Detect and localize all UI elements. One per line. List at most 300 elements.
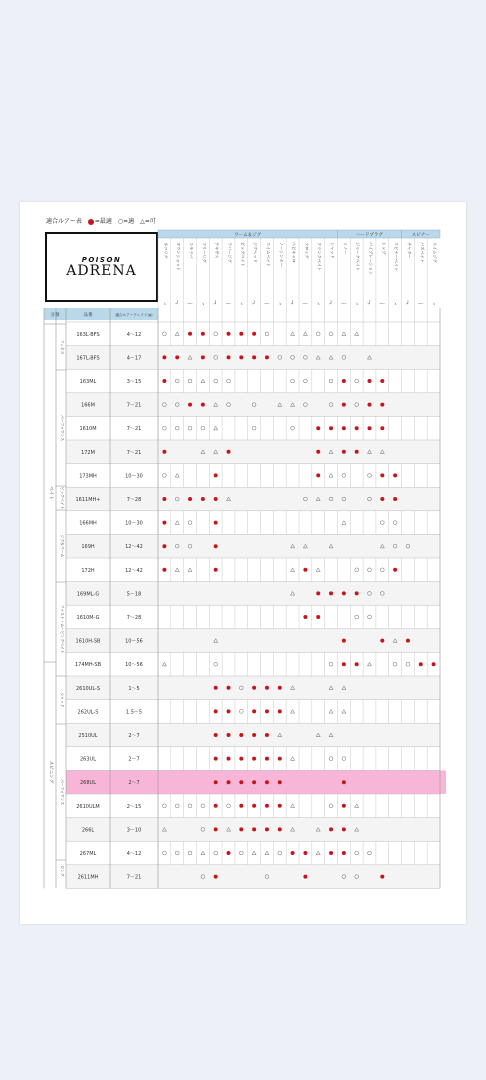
row-model: 172H — [81, 567, 95, 574]
lure-column-label: スモラバ — [189, 242, 195, 259]
optimal-mark — [380, 379, 384, 383]
row-weight: 1.5～5 — [125, 709, 143, 716]
subcategory-label: パーフォマンス — [60, 414, 65, 442]
good-mark — [163, 804, 167, 808]
subcategory-label: ビッグベイト — [60, 486, 65, 510]
good-mark — [355, 615, 359, 619]
category-label: ベイト — [48, 486, 53, 500]
optimal-mark — [252, 757, 256, 761]
optimal-mark — [214, 521, 218, 525]
optimal-mark — [342, 827, 346, 831]
ok-mark — [175, 474, 179, 478]
optimal-mark — [227, 686, 231, 690]
row-model: 174MH-SB — [74, 662, 102, 669]
optimal-mark — [214, 544, 218, 548]
optimal-mark — [265, 780, 269, 784]
row-model: 1611MH+ — [75, 497, 101, 503]
optimal-mark — [368, 379, 372, 383]
optimal-mark — [201, 497, 205, 501]
optimal-mark — [214, 709, 218, 713]
optimal-mark — [342, 403, 346, 407]
optimal-mark — [406, 639, 410, 643]
row-weight: 12～42 — [125, 544, 143, 551]
optimal-mark — [162, 544, 166, 548]
lure-column-label: ジャークベイト — [355, 242, 361, 272]
optimal-mark — [214, 827, 218, 831]
lure-column-label: スイムジグ — [432, 242, 438, 263]
optimal-mark — [265, 804, 269, 808]
optimal-mark — [265, 757, 269, 761]
optimal-mark — [162, 379, 166, 383]
lure-icon: ゝ — [276, 301, 283, 308]
lure-icon: ゝ — [315, 301, 322, 308]
lure-icon: ╯ — [290, 301, 295, 308]
row-weight: 4～12 — [126, 331, 142, 338]
optimal-mark — [227, 851, 231, 855]
optimal-mark — [329, 591, 333, 595]
ok-mark — [291, 757, 295, 761]
optimal-mark — [342, 450, 346, 454]
lure-column-label: クランクベイト — [317, 242, 323, 272]
ok-mark — [316, 851, 320, 855]
optimal-mark — [239, 827, 243, 831]
subcategory-label: ファスト・ムービングベイト — [60, 604, 65, 654]
subcategory-label: ジグ＆ワーム — [60, 534, 65, 558]
optimal-mark — [227, 450, 231, 454]
ok-mark — [316, 568, 320, 572]
row-stripe — [66, 440, 440, 464]
good-mark — [393, 521, 397, 525]
lure-icon: ゝ — [199, 301, 206, 308]
optimal-mark — [380, 497, 384, 501]
good-mark — [329, 379, 333, 383]
optimal-mark — [278, 827, 282, 831]
optimal-mark — [252, 355, 256, 359]
row-weight: 10～30 — [125, 473, 143, 480]
good-mark — [214, 662, 218, 666]
optimal-mark — [278, 804, 282, 808]
optimal-mark — [432, 662, 436, 666]
optimal-mark — [342, 662, 346, 666]
row-model: 2610UL-S — [75, 685, 101, 692]
optimal-mark — [201, 332, 205, 336]
good-mark — [163, 851, 167, 855]
optimal-mark — [227, 757, 231, 761]
header-model: 品番 — [83, 313, 93, 318]
optimal-mark — [393, 473, 397, 477]
good-mark — [175, 804, 179, 808]
optimal-mark — [278, 686, 282, 690]
lure-column-label: フロッグ — [304, 242, 310, 259]
optimal-mark — [265, 686, 269, 690]
ok-mark — [329, 474, 333, 478]
row-model: 266L — [81, 827, 95, 834]
optimal-mark — [214, 568, 218, 572]
lure-column-label: フリーリグ — [201, 242, 207, 263]
row-weight: 10～30 — [125, 520, 143, 527]
optimal-mark — [252, 804, 256, 808]
row-weight: 3～10 — [126, 827, 142, 834]
ok-mark — [175, 521, 179, 525]
optimal-mark — [278, 780, 282, 784]
optimal-mark — [329, 851, 333, 855]
good-mark — [188, 379, 192, 383]
optimal-mark — [316, 426, 320, 430]
good-mark — [355, 379, 359, 383]
lure-column-label: テキサス — [214, 242, 220, 259]
good-mark — [265, 332, 269, 336]
good-mark — [368, 615, 372, 619]
row-model: 169H — [81, 544, 95, 551]
optimal-mark — [303, 875, 307, 879]
ok-mark — [342, 521, 346, 525]
ok-mark — [355, 804, 359, 808]
row-stripe — [66, 534, 440, 558]
lure-column-label: ネコリグ — [163, 242, 169, 259]
optimal-mark — [316, 591, 320, 595]
row-model: 169ML-G — [76, 591, 100, 598]
row-weight: 1～5 — [128, 685, 140, 692]
row-model: 163ML — [79, 379, 97, 385]
row-weight: 7～21 — [126, 449, 142, 456]
optimal-mark — [201, 403, 205, 407]
header-group-worm: ワーム＆ジグ — [234, 233, 262, 238]
header-group-hardplug: ハードプラグ — [356, 233, 383, 238]
good-mark — [201, 804, 205, 808]
optimal-mark — [342, 804, 346, 808]
optimal-mark — [380, 875, 384, 879]
row-weight: 4～12 — [126, 851, 142, 857]
lure-icon: ╯ — [367, 301, 372, 308]
row-model: 1610M-G — [76, 615, 100, 621]
row-stripe — [66, 582, 440, 606]
compatibility-table — [20, 202, 466, 924]
lure-column-label: チャター — [406, 242, 412, 259]
row-weight: 7～28 — [126, 615, 142, 621]
row-weight: 3～15 — [126, 379, 142, 385]
optimal-mark — [227, 332, 231, 336]
good-mark — [188, 851, 192, 855]
optimal-mark — [278, 709, 282, 713]
optimal-mark — [303, 615, 307, 619]
good-mark — [342, 757, 346, 761]
optimal-mark — [162, 521, 166, 525]
row-weight: 10～56 — [125, 662, 143, 669]
ok-mark — [342, 332, 346, 336]
optimal-mark — [342, 851, 346, 855]
good-mark — [227, 804, 231, 808]
good-mark — [188, 521, 192, 525]
optimal-mark — [252, 709, 256, 713]
optimal-mark — [252, 686, 256, 690]
lure-icon: ╯ — [175, 301, 180, 308]
optimal-mark — [162, 355, 166, 359]
ok-mark — [201, 851, 205, 855]
optimal-mark — [265, 733, 269, 737]
good-mark — [304, 379, 308, 383]
optimal-mark — [252, 332, 256, 336]
optimal-mark — [393, 497, 397, 501]
lure-icon: ゝ — [353, 301, 360, 308]
optimal-mark — [214, 780, 218, 784]
optimal-mark — [175, 355, 179, 359]
row-model: 167L-BFS — [76, 355, 100, 362]
optimal-mark — [252, 780, 256, 784]
lure-column-label: ヘビキャロ — [291, 242, 297, 263]
good-mark — [368, 474, 372, 478]
optimal-mark — [239, 804, 243, 808]
ok-mark — [214, 426, 218, 430]
optimal-mark — [380, 473, 384, 477]
optimal-mark — [252, 827, 256, 831]
optimal-mark — [214, 804, 218, 808]
row-weight: 7～21 — [126, 874, 142, 881]
lure-column-label: トップ — [381, 242, 387, 255]
optimal-mark — [252, 733, 256, 737]
logo-subtitle: POISON — [81, 256, 122, 264]
row-weight: 4～17 — [126, 355, 142, 362]
optimal-mark — [380, 426, 384, 430]
optimal-mark — [188, 403, 192, 407]
optimal-mark — [316, 473, 320, 477]
lure-column-label: ミノー — [342, 242, 348, 255]
optimal-mark — [316, 615, 320, 619]
row-weight: 7～28 — [126, 497, 142, 503]
ok-mark — [265, 851, 269, 855]
good-mark — [201, 426, 205, 430]
good-mark — [329, 757, 333, 761]
optimal-mark — [329, 426, 333, 430]
good-mark — [291, 379, 295, 383]
row-weight: 10～56 — [125, 638, 143, 645]
optimal-mark — [380, 639, 384, 643]
good-mark — [239, 710, 243, 714]
ok-mark — [175, 332, 179, 336]
row-model: 267ML — [79, 851, 97, 857]
optimal-mark — [239, 355, 243, 359]
ok-mark — [342, 710, 346, 714]
optimal-mark — [201, 355, 205, 359]
lure-icon: 〜 — [187, 301, 194, 308]
lure-icon: 〜 — [302, 301, 309, 308]
optimal-mark — [188, 332, 192, 336]
row-weight: 2～7 — [128, 780, 140, 787]
lure-column-label: ノーシンカー — [278, 242, 284, 267]
optimal-mark — [342, 780, 346, 784]
header-group-spinner: スピナー — [411, 233, 430, 238]
lure-icon: 〜 — [263, 301, 270, 308]
optimal-mark — [316, 450, 320, 454]
optimal-mark — [227, 709, 231, 713]
lure-icon: 〜 — [225, 301, 232, 308]
optimal-mark — [355, 426, 359, 430]
optimal-mark — [265, 355, 269, 359]
good-mark — [380, 521, 384, 525]
optimal-mark — [265, 827, 269, 831]
optimal-mark — [419, 662, 423, 666]
row-model: 166M — [81, 402, 95, 409]
header-weight: 適合ルアーウェイト(g) — [115, 313, 153, 317]
lure-column-label: スイムベイト — [265, 242, 271, 268]
optimal-mark — [393, 568, 397, 572]
ok-mark — [368, 662, 372, 666]
good-mark — [163, 426, 167, 430]
ok-mark — [188, 568, 192, 572]
subcategory-label: シャッド — [60, 692, 65, 708]
good-mark — [380, 568, 384, 572]
row-model: 262UL-S — [77, 709, 99, 716]
ok-mark — [201, 379, 205, 383]
lure-icon: ╯ — [213, 301, 218, 308]
row-model: 1610H-SB — [75, 638, 101, 645]
row-model: 2611MH — [77, 874, 99, 881]
good-mark — [175, 426, 179, 430]
ok-mark — [355, 332, 359, 336]
good-mark — [329, 332, 333, 336]
optimal-mark — [368, 426, 372, 430]
ok-mark — [162, 662, 166, 666]
lure-icon: ╯ — [406, 301, 410, 308]
optimal-mark — [380, 403, 384, 407]
row-model: 2610ULM — [76, 803, 100, 810]
good-mark — [355, 568, 359, 572]
lure-icon: ゝ — [430, 301, 437, 308]
legend-optimal-label: =最適 — [94, 218, 112, 225]
optimal-mark — [214, 686, 218, 690]
lure-column-label: ラバージグ — [227, 242, 233, 263]
row-weight: 7～21 — [126, 402, 142, 409]
good-mark — [214, 379, 218, 383]
good-mark — [214, 851, 218, 855]
row-weight: 2～7 — [128, 756, 140, 763]
optimal-mark — [227, 355, 231, 359]
good-mark — [368, 851, 372, 855]
row-model: 173MH — [79, 473, 97, 480]
ok-mark — [303, 332, 307, 336]
lure-compatibility-sheet — [20, 202, 466, 924]
row-model: 1610M — [79, 426, 97, 433]
lure-column-label: バイブレーション — [368, 242, 374, 276]
row-weight: 7～21 — [126, 426, 142, 433]
lure-icon: ゝ — [392, 301, 399, 308]
good-mark — [368, 568, 372, 572]
optimal-mark — [214, 757, 218, 761]
optimal-mark — [342, 639, 346, 643]
legend-good: ○=適 — [117, 218, 135, 225]
good-mark — [316, 332, 320, 336]
good-mark — [175, 851, 179, 855]
good-mark — [291, 426, 295, 430]
row-weight: 5～18 — [126, 591, 142, 598]
optimal-mark — [214, 733, 218, 737]
row-model: 268UL — [80, 780, 96, 787]
ok-mark — [252, 851, 256, 855]
good-mark — [188, 804, 192, 808]
optimal-mark — [239, 733, 243, 737]
optimal-mark — [303, 568, 307, 572]
lure-icon: ╯ — [252, 301, 256, 308]
good-mark — [188, 426, 192, 430]
optimal-mark — [239, 332, 243, 336]
ok-mark — [329, 710, 333, 714]
lure-icon: ゝ — [161, 301, 168, 308]
optimal-mark — [303, 851, 307, 855]
lure-column-label: ビッグベイト — [240, 242, 246, 267]
good-mark — [214, 332, 218, 336]
optimal-mark — [265, 709, 269, 713]
optimal-mark — [214, 875, 218, 879]
lure-icon: 〜 — [417, 301, 424, 308]
optimal-mark — [162, 497, 166, 501]
optimal-mark — [291, 851, 295, 855]
legend-title: 適合ルアー表 — [46, 218, 82, 225]
ok-mark — [175, 568, 179, 572]
logo-title: ADRENA — [66, 263, 137, 279]
good-mark — [329, 804, 333, 808]
lure-column-label: スピナーベイト — [394, 242, 400, 272]
good-mark — [355, 851, 359, 855]
row-model: 172M — [81, 449, 95, 456]
category-label: スピニング — [48, 760, 53, 784]
optimal-mark — [214, 497, 218, 501]
row-model: 263UL — [80, 756, 96, 763]
subcategory-label: パーフォマンス — [60, 778, 65, 806]
good-mark — [239, 851, 243, 855]
good-mark — [163, 332, 167, 336]
row-model: 166MH — [79, 520, 97, 527]
optimal-mark — [214, 473, 218, 477]
row-model: 163L-BFS — [76, 331, 100, 338]
lure-column-label: ダウンショット — [176, 242, 182, 272]
optimal-mark — [188, 497, 192, 501]
good-mark — [393, 662, 397, 666]
optimal-mark — [162, 568, 166, 572]
ok-mark — [291, 332, 295, 336]
optimal-mark — [239, 757, 243, 761]
good-mark — [252, 426, 256, 430]
optimal-mark — [342, 426, 346, 430]
optimal-mark — [342, 379, 346, 383]
lure-icon: 〜 — [379, 301, 386, 308]
good-mark — [227, 379, 231, 383]
row-weight: 2～7 — [128, 733, 140, 739]
optimal-mark — [227, 780, 231, 784]
good-mark — [329, 662, 333, 666]
lure-column-label: バズベイト — [419, 242, 425, 263]
optimal-mark — [329, 827, 333, 831]
row-weight: 12～42 — [125, 567, 143, 574]
lure-icon: 〜 — [340, 301, 347, 308]
optimal-mark — [355, 450, 359, 454]
ok-mark — [291, 710, 295, 714]
optimal-mark — [227, 733, 231, 737]
row-weight: 2～15 — [126, 803, 142, 810]
optimal-mark — [342, 591, 346, 595]
optimal-mark — [355, 591, 359, 595]
legend-ok: △=可 — [140, 218, 156, 225]
good-mark — [342, 474, 346, 478]
optimal-mark — [368, 403, 372, 407]
lure-icon: ゝ — [238, 301, 245, 308]
optimal-mark — [239, 780, 243, 784]
ok-mark — [291, 568, 295, 572]
ok-mark — [291, 804, 295, 808]
row-model: 2510UL — [78, 733, 98, 739]
good-mark — [175, 379, 179, 383]
subcategory-label: ロング — [60, 865, 65, 877]
lure-column-label: シャッド — [330, 242, 336, 259]
optimal-mark — [355, 662, 359, 666]
